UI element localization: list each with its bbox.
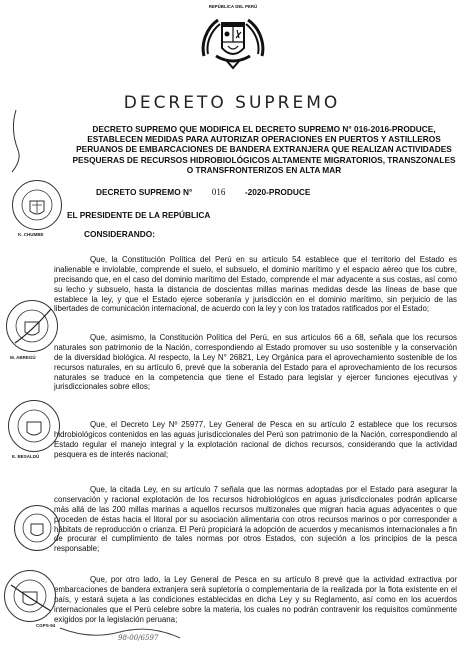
margin-signature-stroke (12, 110, 19, 172)
stamp-label: CGPS-94 (36, 623, 56, 628)
handwritten-reference: 98-00/6597 (118, 634, 159, 642)
decree-heading: DECRETO SUPREMO QUE MODIFICA EL DECRETO SUPREMO N° 016-2016-PRODUCE, ESTABLECEN MEDIDAS PARA AUTORIZAR OPERACIONES EN PUERTOS Y ASTILLEROS PERUANOS DE EMBARCACIONES DE BANDERA EXTRANJERA QUE REALIZAN ACTIVIDADES PESQUERAS DE RECURSOS HIDROBIOLÓGICOS ALTAMENTE MIGRATORIOS, TRANSZONALES O TRANSFRONTERIZOS EN ALTA MAR (72, 124, 456, 175)
paragraph: Que, la Constitución Política del Perú en su artículo 54 establece que el territorio del Estado es inalienable e inviolable, comprende el suelo, el subsuelo, el dominio marítimo y el espacio aéreo que los cubre, precisando que, en el caso del dominio marítimo del Estado, comprende el mar adyacente a sus costas, así como su lecho y subsuelo, hasta la distancia de doscientas millas marinas medidas desde las líneas de base que establece la ley, y que el Estado ejerce soberanía y jurisdicción en el dominio marítimo, sin perjuicio de las libertades de comunicación internacional, de acuerdo con la ley y con los tratados ratificados por el Estado; (54, 254, 457, 314)
paragraph: Que, por otro lado, la Ley General de Pesca en su artículo 8 prevé que la actividad extractiva por embarcaciones de bandera extranjera será supletoria o complementaria de la realizada por la flota existente en el país, y estará sujeta a las condiciones establecidas en dicha Ley y su Reglamento, así como en los acuerdos internacionales que el Perú celebre sobre la materia, los cuales no podrán contravenir los requisitos comúnmente exigidos por la legislación peruana; (54, 574, 457, 624)
paragraph: Que, la citada Ley, en su artículo 7 señala que las normas adoptadas por el Estado para asegurar la conservación y racional explotación de los recursos hidrobiológicos en aguas jurisdiccionales podrán aplicarse más allá de las 200 millas marinas a aquellos recursos multizonales que migran hacia aguas adyacentes o que proceden de éstas hacia el litoral por su asociación alimentaria con otros recursos marinos o por corresponder a hábitats de reproducción o crianza. El Perú propiciará la adopción de acuerdos y mecanismos internacionales a fin de procurar el cumplimiento de tales normas por otros Estados, con sujeción a los principios de la pesca responsable; (54, 484, 457, 554)
decree-number-suffix: -2020-PRODUCE (244, 187, 311, 197)
decree-number: 016 (211, 187, 226, 197)
paragraph: Que, el Decreto Ley Nº 25977, Ley General de Pesca en su artículo 2 establece que los recursos hidrobiológicos contenidos en las aguas jurisdiccionales del Perú son patrimonio de la Nación, correspondiendo al Estado regular el manejo integral y la explotación racional de dichos recursos, considerando que la actividad pesquera es de interés nacional; (54, 419, 457, 459)
crest-caption: REPÚBLICA DEL PERÚ (208, 4, 258, 9)
paragraph: Que, asimismo, la Constitución Política del Perú, en sus artículos 66 a 68, señala que los recursos naturales son patrimonio de la Nación, correspondiendo al Estado promover su uso sostenible y la conservación de la diversidad biológica. Al respecto, la Ley N° 26821, Ley Orgánica para el aprovechamiento sostenible de los recursos naturales, en su artículo 6, prevé que la soberanía del Estado para el aprovechamiento de los recursos naturales se traduce en la competencia que tiene el Estado para legislar y ejercer funciones ejecutivas y jurisdiccionales sobre ellos; (54, 332, 457, 392)
stamp-label: K. CHUMBE (18, 232, 44, 237)
president-line: EL PRESIDENTE DE LA REPÚBLICA (67, 210, 211, 220)
document-title: DECRETO SUPREMO (123, 93, 341, 113)
stamp-label: E. BESALDÚ (12, 454, 40, 459)
stamp-label: M. ABREGÚ (10, 355, 36, 360)
decree-number-prefix: DECRETO SUPREMO N° (96, 187, 193, 197)
considering-heading: CONSIDERANDO: (84, 229, 155, 239)
